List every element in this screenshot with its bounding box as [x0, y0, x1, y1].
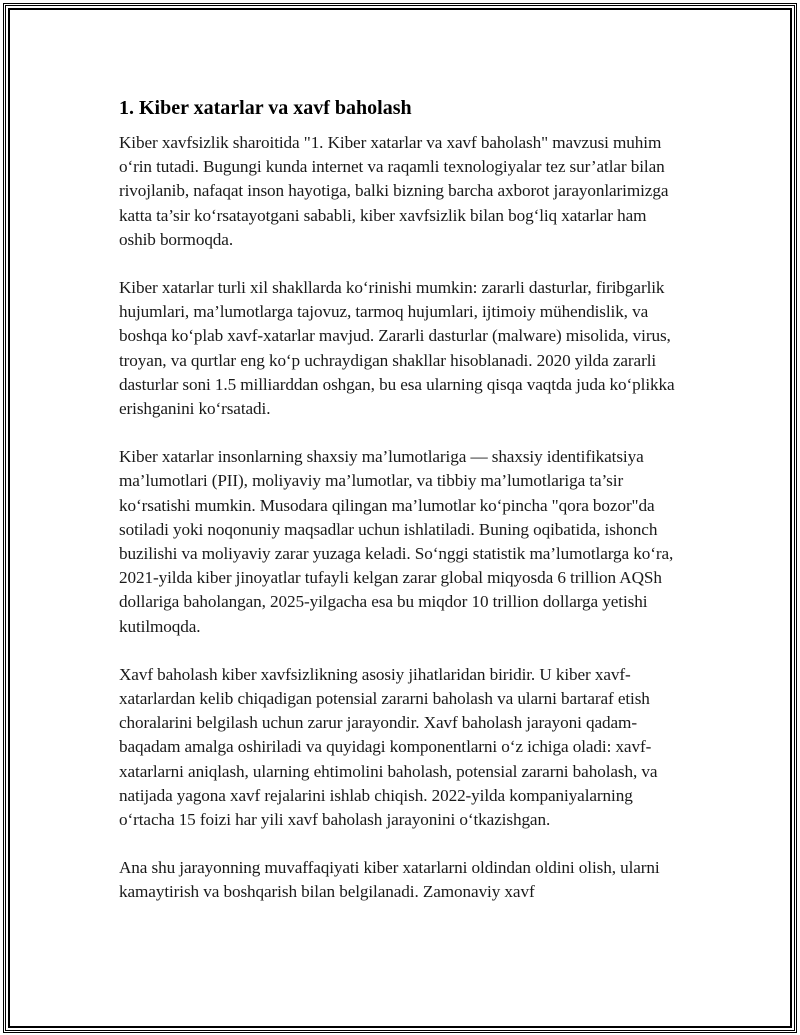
- paragraph-threat-types: Kiber xatarlar turli xil shakllarda ko‘rinishi mumkin: zararli dasturlar, firibgarlik hujumlari, ma’lumotlarga tajovuz, tarmoq hujumlari, ijtimoiy mühendislik, va boshqa ko‘plab xavf-xatarlar mavjud. Zararli dasturlar (malware) misolida, virus, troyan, va qurtlar eng ko‘p uchraydigan shakllar hisoblanadi. 2020 yilda zararli dasturlar soni 1.5 milliarddan oshgan, bu esa ularning qisqa vaqtda juda ko‘plikka erishganini ko‘rsatadi.: [119, 278, 675, 419]
- paragraph-conclusion: Ana shu jarayonning muvaffaqiyati kiber xatarlarni oldindan oldini olish, ularni kamaytirish va boshqarish bilan belgilanadi. Zamonaviy xavf: [119, 858, 660, 902]
- section-heading: 1. Kiber xatarlar va xavf baholash: [119, 97, 412, 119]
- paragraph-personal-data: Kiber xatarlar insonlarning shaxsiy ma’lumotlariga — shaxsiy identifikatsiya ma’lumotlari (PII), moliyaviy ma’lumotlar, va tibbiy ma’lumotlariga ta’sir ko‘rsatishi mumkin. Musodara qilingan ma’lumotlar ko‘pincha "qora bozor"da sotiladi yoki noqonuniy maqsadlar uchun ishlatiladi. Buning oqibatida, ishonch buzilishi va moliyaviy zarar yuzaga keladi. So‘nggi statistik ma’lumotlarga ko‘ra, 2021-yilda kiber jinoyatlar tufayli kelgan zarar global miqyosda 6 trillion AQSh dollariga baholangan, 2025-yilgacha esa bu miqdor 10 trillion dollarga yetishi kutilmoqda.: [119, 447, 674, 636]
- paragraph-intro: Kiber xavfsizlik sharoitida "1. Kiber xatarlar va xavf baholash" mavzusi muhim o‘rin tutadi. Bugungi kunda internet va raqamli texnologiyalar tez sur’atlar bilan rivojlanib, nafaqat inson hayotiga, balki bizning barcha axborot jarayonlarimizga katta ta’sir ko‘rsatayotgani sababli, kiber xavfsizlik bilan bog‘liq xatarlar ham oshib bormoqda.: [119, 133, 669, 249]
- paragraph-risk-assessment: Xavf baholash kiber xavfsizlikning asosiy jihatlaridan biridir. U kiber xavf-xatarlardan kelib chiqadigan potensial zararni baholash va ularni bartaraf etish choralarini belgilash uchun zarur jarayondir. Xavf baholash jarayoni qadam-baqadam amalga oshiriladi va quyidagi komponentlarni o‘z ichiga oladi: xavf-xatarlarni aniqlash, ularning ehtimolini baholash, potensial zararni baholash, va natijada yagona xavf rejalarini ishlab chiqish. 2022-yilda kompaniyalarning o‘rtacha 15 foizi har yili xavf baholash jarayonini o‘tkazishgan.: [119, 664, 658, 830]
- document-body: [119, 96, 679, 929]
